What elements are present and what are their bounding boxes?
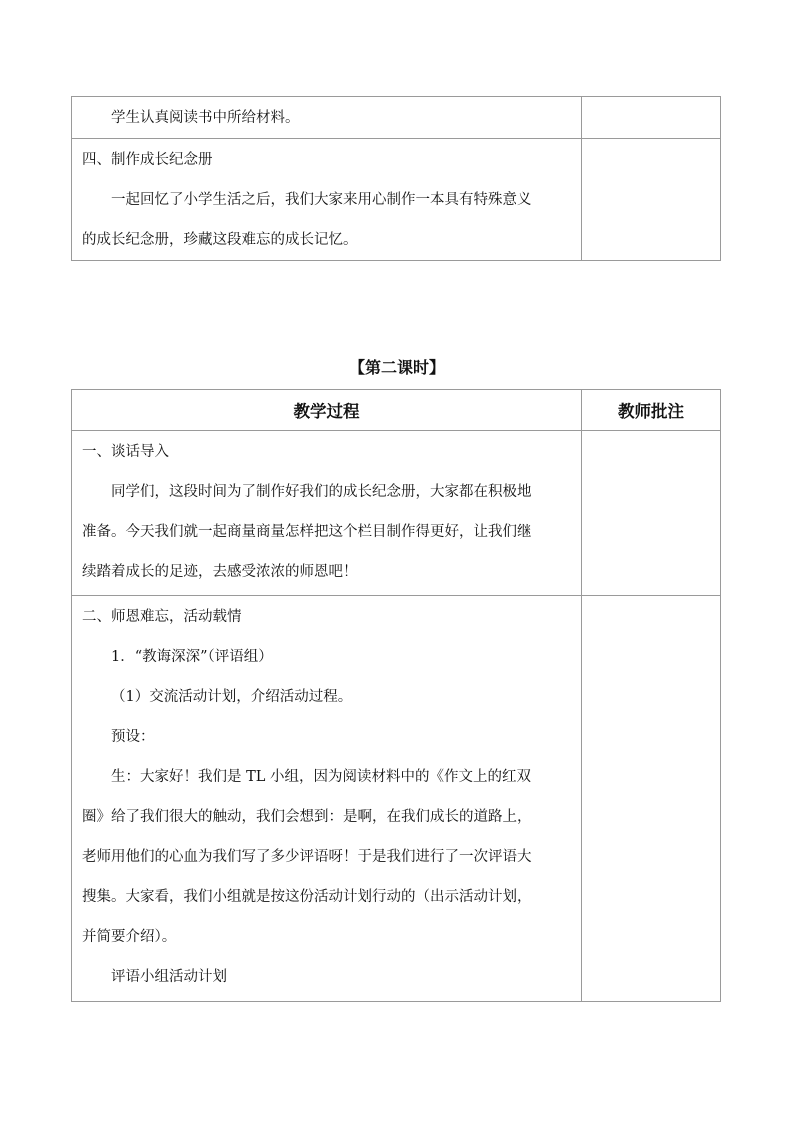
table-header-row	[72, 390, 721, 431]
section-heading: 二、师恩难忘，活动载情	[82, 609, 242, 625]
column-header-notes: 教师批注	[582, 390, 721, 431]
paragraph: 生：大家好！我们是 TL 小组，因为阅读材料中的《作文上的红双	[111, 769, 532, 785]
process-cell	[72, 596, 582, 1002]
paragraph: 续踏着成长的足迹，去感受浓浓的师恩吧！	[82, 564, 358, 580]
section-heading: 四、制作成长纪念册	[82, 152, 213, 168]
section-heading: 一、谈话导入	[82, 444, 169, 460]
paragraph: 准备。今天我们就一起商量商量怎样把这个栏目制作得更好，让我们继	[82, 524, 532, 540]
paragraph: 一起回忆了小学生活之后，我们大家来用心制作一本具有特殊意义	[111, 192, 532, 208]
table-continued	[71, 96, 721, 261]
section-title: 【第二课时】	[348, 358, 445, 377]
note-cell	[582, 97, 721, 139]
process-cell	[72, 139, 582, 261]
paragraph: 圈》给了我们很大的触动，我们会想到：是啊，在我们成长的道路上，	[82, 809, 532, 825]
note-cell	[582, 139, 721, 261]
table-row	[72, 139, 721, 261]
table-row	[72, 596, 721, 1002]
paragraph: 搜集。大家看，我们小组就是按这份活动计划行动的（出示活动计划，	[82, 889, 532, 905]
table-row	[72, 97, 721, 139]
note-cell	[582, 596, 721, 1002]
subheading: 1．“教诲深深”（评语组）	[111, 649, 273, 665]
lesson-table	[71, 389, 721, 1002]
column-header-process: 教学过程	[72, 390, 582, 431]
paragraph: 并简要介绍）。	[82, 929, 177, 945]
paragraph: （1）交流活动计划，介绍活动过程。	[111, 689, 353, 705]
process-cell	[72, 97, 582, 139]
paragraph: 学生认真阅读书中所给材料。	[111, 110, 300, 126]
paragraph: 的成长纪念册，珍藏这段难忘的成长记忆。	[82, 232, 358, 248]
paragraph: 老师用他们的心血为我们写了多少评语呀！于是我们进行了一次评语大	[82, 849, 532, 865]
paragraph: 预设：	[111, 729, 155, 745]
table-row	[72, 431, 721, 596]
paragraph: 评语小组活动计划	[111, 969, 227, 985]
note-cell	[582, 431, 721, 596]
process-cell	[72, 431, 582, 596]
paragraph: 同学们，这段时间为了制作好我们的成长纪念册，大家都在积极地	[111, 484, 532, 500]
